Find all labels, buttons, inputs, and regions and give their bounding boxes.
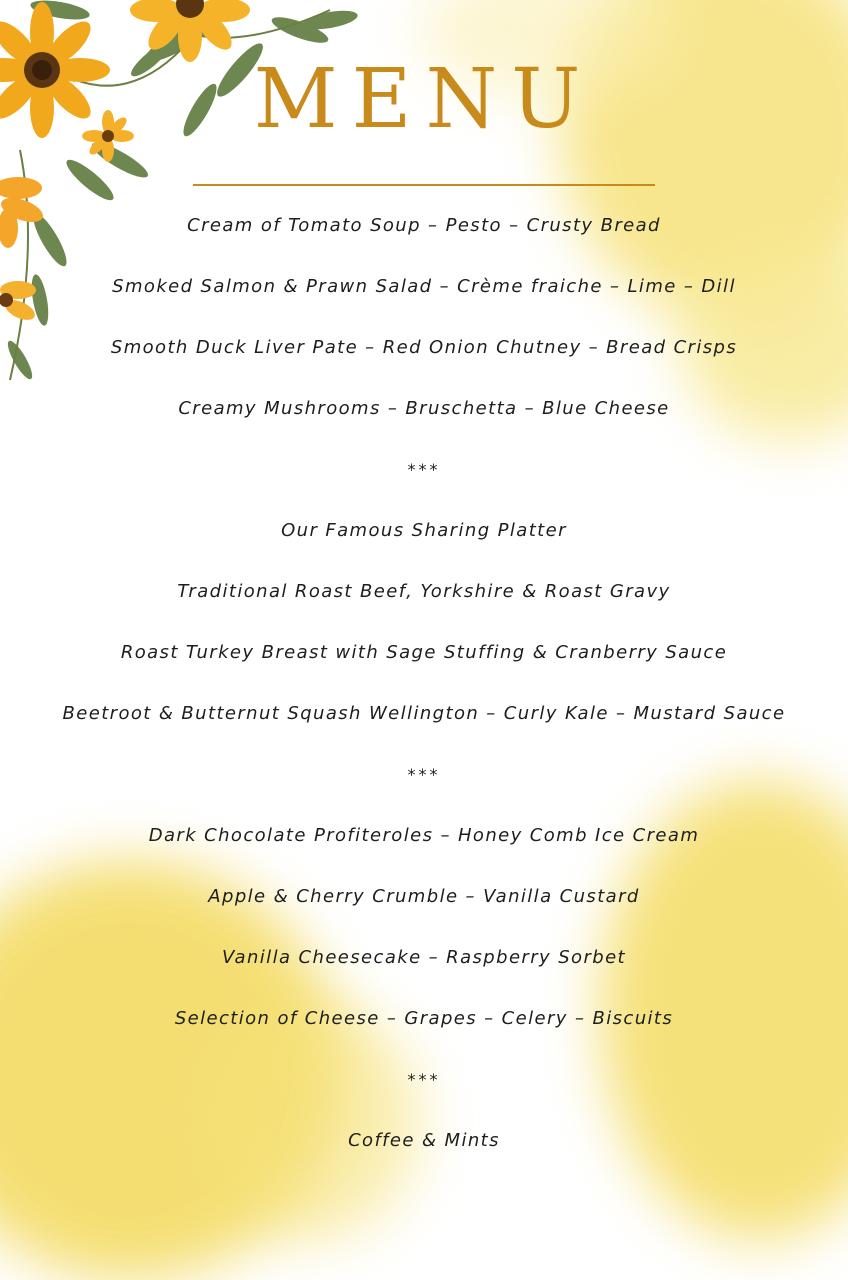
finale-item: Coffee & Mints (348, 1130, 500, 1151)
dessert-item: Dark Chocolate Profiteroles – Honey Comb Ice Cream (148, 825, 700, 846)
main-item: Traditional Roast Beef, Yorkshire & Roast Gravy (177, 581, 671, 602)
starter-item: Smoked Salmon & Prawn Salad – Crème fraiche – Lime – Dill (112, 276, 736, 297)
starter-item: Creamy Mushrooms – Bruschetta – Blue Cheese (178, 398, 670, 419)
main-item: Our Famous Sharing Platter (281, 520, 567, 541)
course-separator: *** (407, 765, 441, 784)
course-separator: *** (407, 1070, 441, 1089)
dessert-item: Apple & Cherry Crumble – Vanilla Custard (208, 886, 640, 907)
title-divider (193, 184, 655, 186)
course-separator: *** (407, 460, 441, 479)
main-item: Beetroot & Butternut Squash Wellington – Curly Kale – Mustard Sauce (62, 703, 786, 724)
dessert-item: Vanilla Cheesecake – Raspberry Sorbet (221, 947, 626, 968)
starter-item: Cream of Tomato Soup – Pesto – Crusty Bread (187, 215, 661, 236)
page-title: MENU (253, 52, 595, 147)
starter-item: Smooth Duck Liver Pate – Red Onion Chutney – Bread Crisps (110, 337, 738, 358)
main-item: Roast Turkey Breast with Sage Stuffing & Cranberry Sauce (120, 642, 728, 663)
watercolor-wash-bottom (200, 1000, 420, 1240)
dessert-item: Selection of Cheese – Grapes – Celery – Biscuits (174, 1008, 674, 1029)
